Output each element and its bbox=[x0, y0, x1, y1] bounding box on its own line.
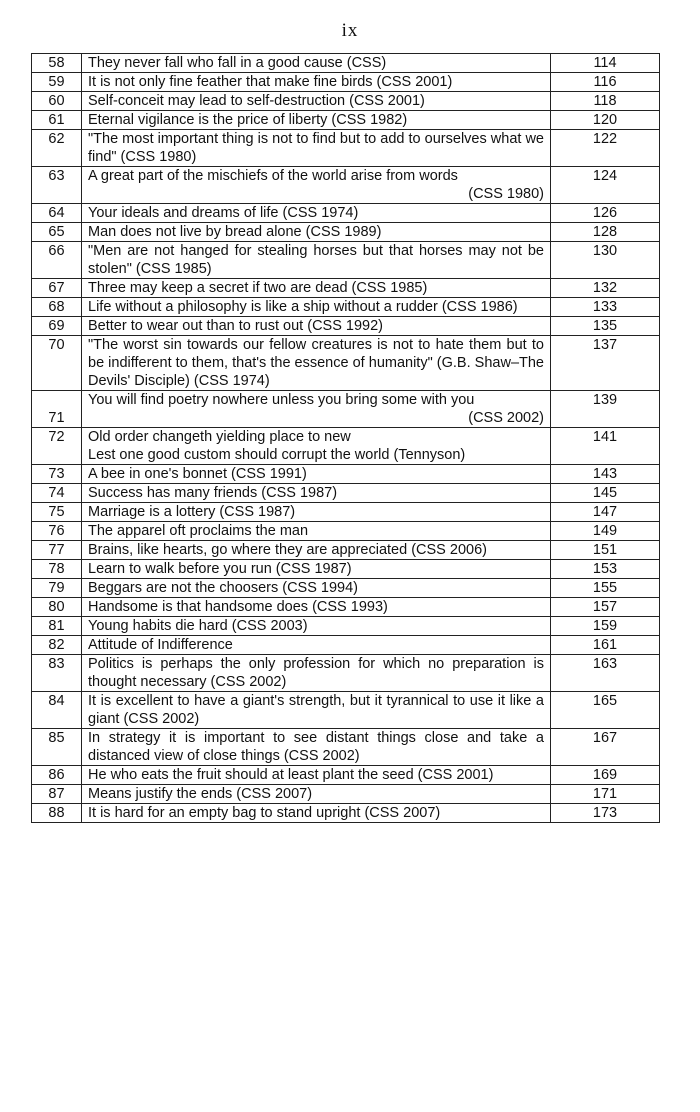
table-row bbox=[32, 317, 660, 336]
entry-title bbox=[82, 560, 551, 579]
table-row bbox=[32, 336, 660, 391]
entry-title-line: Handsome is that handsome does (CSS 1993) bbox=[88, 599, 388, 615]
entry-title-line: Eternal vigilance is the price of liberty (CSS 1982) bbox=[88, 112, 408, 128]
table-row bbox=[32, 130, 660, 167]
table-row bbox=[32, 692, 660, 729]
table-row bbox=[32, 636, 660, 655]
entry-page: 159 bbox=[551, 617, 660, 636]
table-row bbox=[32, 484, 660, 503]
entry-number: 88 bbox=[32, 804, 82, 823]
entry-number: 58 bbox=[32, 54, 82, 73]
table-row bbox=[32, 655, 660, 692]
entry-page: 124 bbox=[551, 167, 660, 204]
table-row bbox=[32, 503, 660, 522]
entry-number: 65 bbox=[32, 223, 82, 242]
entry-page: 135 bbox=[551, 317, 660, 336]
table-row bbox=[32, 54, 660, 73]
entry-page: 157 bbox=[551, 598, 660, 617]
entry-title-line: Marriage is a lottery (CSS 1987) bbox=[88, 504, 296, 520]
entry-title-line: Man does not live by bread alone (CSS 1989) bbox=[88, 224, 382, 240]
entry-number: 59 bbox=[32, 73, 82, 92]
entry-title-line: It is not only fine feather that make fine birds (CSS 2001) bbox=[88, 74, 453, 90]
entry-number: 79 bbox=[32, 579, 82, 598]
entry-title-line: He who eats the fruit should at least plant the seed (CSS 2001) bbox=[88, 767, 494, 783]
entry-title bbox=[82, 804, 551, 823]
entry-number: 69 bbox=[32, 317, 82, 336]
entry-number: 78 bbox=[32, 560, 82, 579]
entry-title-line: Attitude of Indifference bbox=[88, 637, 233, 653]
entry-number: 63 bbox=[32, 167, 82, 204]
entry-title bbox=[82, 242, 551, 279]
entry-title bbox=[82, 766, 551, 785]
entry-title bbox=[82, 617, 551, 636]
entry-page: 143 bbox=[551, 465, 660, 484]
entry-page: 122 bbox=[551, 130, 660, 167]
entry-number: 62 bbox=[32, 130, 82, 167]
entry-page: 153 bbox=[551, 560, 660, 579]
entry-title-line: A great part of the mischiefs of the world arise from words bbox=[88, 168, 458, 184]
entry-page: 130 bbox=[551, 242, 660, 279]
entry-number: 84 bbox=[32, 692, 82, 729]
entry-number: 74 bbox=[32, 484, 82, 503]
entry-title-line: Self-conceit may lead to self-destruction (CSS 2001) bbox=[88, 93, 425, 109]
entry-page: 137 bbox=[551, 336, 660, 391]
entry-page: 151 bbox=[551, 541, 660, 560]
table-row bbox=[32, 428, 660, 465]
page-number: ix bbox=[341, 20, 359, 41]
table-row bbox=[32, 541, 660, 560]
table-row bbox=[32, 804, 660, 823]
entry-title bbox=[82, 54, 551, 73]
entry-title-line: It is hard for an empty bag to stand upright (CSS 2007) bbox=[88, 805, 441, 821]
contents-table bbox=[31, 53, 660, 823]
entry-title-line: "The most important thing is not to find but to add to ourselves what we find" (CSS 1980) bbox=[88, 131, 544, 165]
table-row bbox=[32, 465, 660, 484]
entry-title bbox=[82, 336, 551, 391]
table-row bbox=[32, 279, 660, 298]
entry-page: 126 bbox=[551, 204, 660, 223]
entry-page: 141 bbox=[551, 428, 660, 465]
table-row bbox=[32, 298, 660, 317]
entry-title-line: Beggars are not the choosers (CSS 1994) bbox=[88, 580, 359, 596]
entry-title-line: Politics is perhaps the only profession for which no preparation is thought necessary (CSS 2002) bbox=[88, 656, 544, 690]
entry-page: 173 bbox=[551, 804, 660, 823]
entry-title bbox=[82, 111, 551, 130]
table-row bbox=[32, 167, 660, 204]
entry-title bbox=[82, 92, 551, 111]
entry-title bbox=[82, 655, 551, 692]
entry-number: 70 bbox=[32, 336, 82, 391]
entry-title-line: "Men are not hanged for stealing horses but that horses may not be stolen" (CSS 1985) bbox=[88, 243, 544, 277]
table-row bbox=[32, 785, 660, 804]
entry-title-line: Old order changeth yielding place to new bbox=[88, 429, 351, 445]
entry-title bbox=[82, 317, 551, 336]
entry-title bbox=[82, 692, 551, 729]
entry-number: 81 bbox=[32, 617, 82, 636]
entry-title bbox=[82, 428, 551, 465]
entry-title bbox=[82, 636, 551, 655]
entry-title-line: Your ideals and dreams of life (CSS 1974) bbox=[88, 205, 359, 221]
table-row bbox=[32, 92, 660, 111]
table-row bbox=[32, 617, 660, 636]
entry-number: 85 bbox=[32, 729, 82, 766]
entry-title-line: They never fall who fall in a good cause (CSS) bbox=[88, 55, 387, 71]
entry-page: 114 bbox=[551, 54, 660, 73]
entry-page: 132 bbox=[551, 279, 660, 298]
entry-number: 60 bbox=[32, 92, 82, 111]
entry-page: 118 bbox=[551, 92, 660, 111]
entry-number: 80 bbox=[32, 598, 82, 617]
entry-number: 86 bbox=[32, 766, 82, 785]
entry-number: 73 bbox=[32, 465, 82, 484]
table-row bbox=[32, 729, 660, 766]
entry-title-line: Means justify the ends (CSS 2007) bbox=[88, 786, 313, 802]
entry-number: 64 bbox=[32, 204, 82, 223]
entry-title-line: Three may keep a secret if two are dead (CSS 1985) bbox=[88, 280, 428, 296]
entry-page: 147 bbox=[551, 503, 660, 522]
entry-page: 171 bbox=[551, 785, 660, 804]
table-row bbox=[32, 579, 660, 598]
entry-number: 77 bbox=[32, 541, 82, 560]
entry-title bbox=[82, 204, 551, 223]
entry-title-line: It is excellent to have a giant's strength, but it tyrannical to use it like a giant (CSS 2002) bbox=[88, 693, 544, 727]
entry-title-line: A bee in one's bonnet (CSS 1991) bbox=[88, 466, 307, 482]
entry-number: 66 bbox=[32, 242, 82, 279]
entry-page: 169 bbox=[551, 766, 660, 785]
table-row bbox=[32, 560, 660, 579]
entry-title bbox=[82, 484, 551, 503]
entry-title bbox=[82, 73, 551, 92]
entry-title-line: Brains, like hearts, go where they are appreciated (CSS 2006) bbox=[88, 542, 487, 558]
table-row bbox=[32, 111, 660, 130]
entry-page: 161 bbox=[551, 636, 660, 655]
entry-page: 120 bbox=[551, 111, 660, 130]
entry-page: 116 bbox=[551, 73, 660, 92]
entry-number: 71 bbox=[32, 391, 82, 428]
entry-number: 82 bbox=[32, 636, 82, 655]
entry-title-line: Life without a philosophy is like a ship without a rudder (CSS 1986) bbox=[88, 299, 518, 315]
entry-number: 87 bbox=[32, 785, 82, 804]
table-row bbox=[32, 598, 660, 617]
entry-page: 155 bbox=[551, 579, 660, 598]
entry-title bbox=[82, 503, 551, 522]
entry-number: 75 bbox=[32, 503, 82, 522]
table-row bbox=[32, 391, 660, 428]
entry-title-line: Better to wear out than to rust out (CSS 1992) bbox=[88, 318, 383, 334]
entry-title-line: Learn to walk before you run (CSS 1987) bbox=[88, 561, 352, 577]
entry-title bbox=[82, 465, 551, 484]
entry-number: 67 bbox=[32, 279, 82, 298]
entry-title bbox=[82, 279, 551, 298]
entry-page: 145 bbox=[551, 484, 660, 503]
table-row bbox=[32, 223, 660, 242]
entry-reference: (CSS 2002) bbox=[468, 410, 544, 426]
entry-title bbox=[82, 579, 551, 598]
entry-title-line: "The worst sin towards our fellow creatures is not to hate them but to be indifferent to them, that's the essence of humanity" (G.B. Shaw–The Devils' Disciple) (CSS 1974) bbox=[88, 337, 544, 389]
entry-title-line: Lest one good custom should corrupt the world (Tennyson) bbox=[88, 447, 466, 463]
entry-number: 76 bbox=[32, 522, 82, 541]
entry-number: 61 bbox=[32, 111, 82, 130]
entry-page: 133 bbox=[551, 298, 660, 317]
table-row bbox=[32, 242, 660, 279]
entry-page: 139 bbox=[551, 391, 660, 428]
entry-title bbox=[82, 522, 551, 541]
entry-title bbox=[82, 598, 551, 617]
entry-title bbox=[82, 391, 551, 428]
entry-page: 163 bbox=[551, 655, 660, 692]
entry-title bbox=[82, 785, 551, 804]
entry-number: 72 bbox=[32, 428, 82, 465]
entry-title bbox=[82, 729, 551, 766]
entry-title-line: In strategy it is important to see distant things close and take a distanced view of close things (CSS 2002) bbox=[88, 730, 544, 764]
table-row bbox=[32, 766, 660, 785]
entry-page: 128 bbox=[551, 223, 660, 242]
table-row bbox=[32, 73, 660, 92]
entry-number: 83 bbox=[32, 655, 82, 692]
entry-page: 167 bbox=[551, 729, 660, 766]
table-row bbox=[32, 204, 660, 223]
entry-title bbox=[82, 167, 551, 204]
entry-title-line: Young habits die hard (CSS 2003) bbox=[88, 618, 308, 634]
entry-title-line: The apparel oft proclaims the man bbox=[88, 523, 309, 539]
table-row bbox=[32, 522, 660, 541]
entry-title bbox=[82, 298, 551, 317]
entry-title bbox=[82, 541, 551, 560]
contents-table-body bbox=[32, 54, 660, 823]
entry-number: 68 bbox=[32, 298, 82, 317]
entry-title-line: You will find poetry nowhere unless you bring some with you bbox=[88, 392, 475, 408]
entry-title-line: Success has many friends (CSS 1987) bbox=[88, 485, 338, 501]
entry-page: 149 bbox=[551, 522, 660, 541]
entry-page: 165 bbox=[551, 692, 660, 729]
entry-title bbox=[82, 223, 551, 242]
entry-title bbox=[82, 130, 551, 167]
entry-reference: (CSS 1980) bbox=[468, 186, 544, 202]
